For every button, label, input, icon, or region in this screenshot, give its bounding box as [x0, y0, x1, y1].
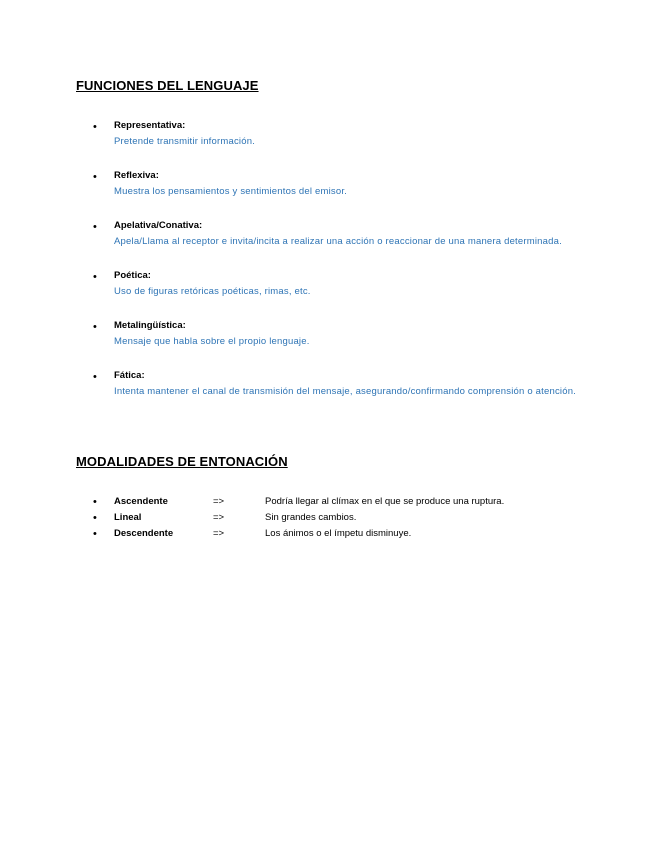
- funciones-list: [76, 118, 581, 418]
- function-term: Metalingüística:: [114, 320, 186, 331]
- list-item: [76, 218, 581, 250]
- bullet-icon: •: [93, 221, 97, 233]
- modality-name: Ascendente: [114, 496, 168, 507]
- list-item: [76, 368, 581, 400]
- arrow-icon: =>: [213, 496, 225, 507]
- bullet-icon: •: [93, 171, 97, 183]
- bullet-icon: •: [93, 271, 97, 283]
- function-description: Intenta mantener el canal de transmisión del mensaje, asegurando/confirmando comprensión o atención.: [114, 386, 577, 397]
- function-term: Poética:: [114, 270, 151, 281]
- modality-description: Sin grandes cambios.: [265, 512, 357, 523]
- arrow-icon: =>: [213, 512, 225, 523]
- section-heading-funciones: FUNCIONES DEL LENGUAJE: [76, 78, 259, 93]
- function-description: Muestra los pensamientos y sentimientos del emisor.: [114, 186, 348, 197]
- function-description: Mensaje que habla sobre el propio lenguaje.: [114, 336, 310, 347]
- modality-description: Podría llegar al clímax en el que se produce una ruptura.: [265, 496, 505, 507]
- list-item: [76, 526, 581, 542]
- list-item: [76, 510, 581, 526]
- bullet-icon: •: [93, 321, 97, 333]
- list-item: [76, 168, 581, 200]
- bullet-icon: •: [93, 512, 97, 524]
- function-term: Fática:: [114, 370, 145, 381]
- list-item: [76, 318, 581, 350]
- modality-name: Lineal: [114, 512, 142, 523]
- function-term: Representativa:: [114, 120, 186, 131]
- list-item: [76, 494, 581, 510]
- function-term: Reflexiva:: [114, 170, 159, 181]
- bullet-icon: •: [93, 528, 97, 540]
- bullet-icon: •: [93, 496, 97, 508]
- arrow-icon: =>: [213, 528, 225, 539]
- bullet-icon: •: [93, 121, 97, 133]
- modality-description: Los ánimos o el ímpetu disminuye.: [265, 528, 412, 539]
- list-item: [76, 118, 581, 150]
- list-item: [76, 268, 581, 300]
- bullet-icon: •: [93, 371, 97, 383]
- function-description: Apela/Llama al receptor e invita/incita a realizar una acción o reaccionar de una manera determinada.: [114, 236, 562, 247]
- modality-name: Descendente: [114, 528, 174, 539]
- function-term: Apelativa/Conativa:: [114, 220, 203, 231]
- function-description: Uso de figuras retóricas poéticas, rimas, etc.: [114, 286, 311, 297]
- modalidades-list: [76, 494, 581, 542]
- function-description: Pretende transmitir información.: [114, 136, 256, 147]
- section-heading-modalidades: MODALIDADES DE ENTONACIÓN: [76, 454, 288, 469]
